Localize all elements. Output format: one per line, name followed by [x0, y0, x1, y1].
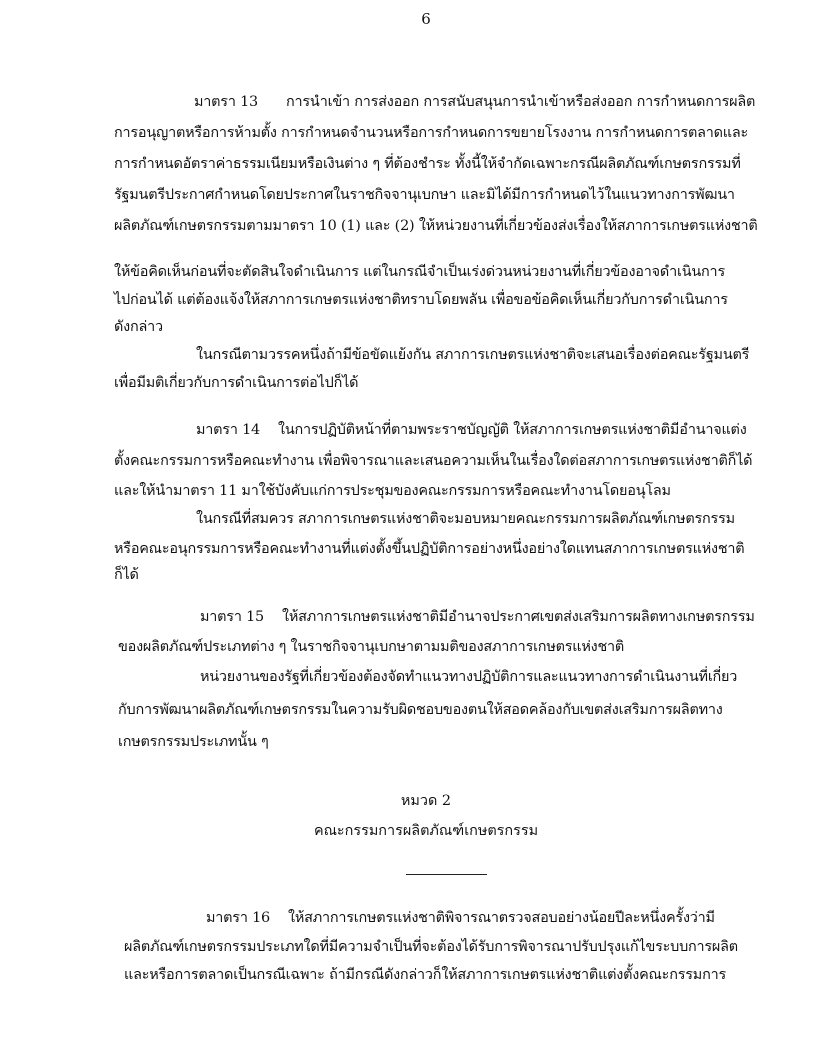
section-13-heading: มาตรา 13	[194, 94, 259, 110]
section-14-line-1: มาตรา 14 ในการปฏิบัติหน้าที่ตามพระราชบัญญัติ ให้สภาการเกษตรแห่งชาติมีอำนาจแต่ง	[196, 422, 747, 438]
section-13-para2-line-2: เพื่อมีมติเกี่ยวกับการดำเนินการต่อไปก็ได้	[114, 375, 359, 391]
section-14-line-3: และให้นำมาตรา 11 มาใช้บังคับแก่การประชุมของคณะกรรมการหรือคณะทำงานโดยอนุโลม	[114, 483, 671, 499]
section-15-para2-line-3: เกษตรกรรมประเภทนั้น ๆ	[118, 734, 269, 750]
section-15-heading: มาตรา 15	[200, 609, 265, 625]
section-14-heading: มาตรา 14	[196, 422, 261, 438]
section-15-line-2: ของผลิตภัณฑ์ประเภทต่าง ๆ ในราชกิจจานุเบกษาตามมติของสภาการเกษตรแห่งชาติ	[118, 639, 625, 655]
section-13-line-6: ให้ข้อคิดเห็นก่อนที่จะตัดสินใจดำเนินการ แต่ในกรณีจำเป็นเร่งด่วนหน่วยงานที่เกี่ยวข้องอาจดำเนินการ	[114, 264, 725, 280]
section-13-line-8: ดังกล่าว	[114, 319, 163, 335]
section-13-line-5: ผลิตภัณฑ์เกษตรกรรมตามมาตรา 10 (1) และ (2) ให้หน่วยงานที่เกี่ยวข้องส่งเรื่องให้สภาการเกษตรแห่งชาติ	[114, 218, 758, 234]
section-14-para2-line-2: หรือคณะอนุกรรมการหรือคณะทำงานที่แต่งตั้งขึ้นปฏิบัติการอย่างหนึ่งอย่างใดแทนสภาการเกษตรแห่งชาติ	[114, 541, 745, 557]
section-15-line-1: มาตรา 15 ให้สภาการเกษตรแห่งชาติมีอำนาจประกาศเขตส่งเสริมการผลิตทางเกษตรกรรม	[200, 609, 755, 625]
section-14-para2-line-1: ในกรณีที่สมควร สภาการเกษตรแห่งชาติจะมอบหมายคณะกรรมการผลิตภัณฑ์เกษตรกรรม	[196, 511, 735, 527]
section-16-line-3: และหรือการตลาดเป็นกรณีเฉพาะ ถ้ามีกรณีดังกล่าวก็ให้สภาการเกษตรแห่งชาติแต่งตั้งคณะกรรมการ	[124, 967, 726, 983]
section-15-para2-line-2: กับการพัฒนาผลิตภัณฑ์เกษตรกรรมในความรับผิดชอบของตนให้สอดคล้องกับเขตส่งเสริมการผลิตทาง	[118, 702, 723, 718]
section-13-line-3: การกำหนดอัตราค่าธรรมเนียมหรือเงินต่าง ๆ ที่ต้องชำระ ทั้งนี้ให้จำกัดเฉพาะกรณีผลิตภัณฑ์เกษตรกรรมที่	[114, 156, 741, 172]
section-14-line-2: ตั้งคณะกรรมการหรือคณะทำงาน เพื่อพิจารณาและเสนอความเห็นในเรื่องใดต่อสภาการเกษตรแห่งชาติก็ได้	[114, 453, 753, 469]
chapter-number: หมวด 2	[400, 793, 452, 809]
section-16-line-2: ผลิตภัณฑ์เกษตรกรรมประเภทใดที่มีความจำเป็นที่จะต้องได้รับการพิจารณาปรับปรุงแก้ไขระบบการผลิต	[124, 939, 738, 955]
section-15-para2-line-1: หน่วยงานของรัฐที่เกี่ยวข้องต้องจัดทำแนวทางปฏิบัติการและแนวทางการดำเนินงานที่เกี่ยว	[200, 669, 738, 685]
section-16-line-1: มาตรา 16 ให้สภาการเกษตรแห่งชาติพิจารณาตรวจสอบอย่างน้อยปีละหนึ่งครั้งว่ามี	[206, 910, 715, 926]
page-number: 6	[421, 10, 431, 28]
chapter-title: คณะกรรมการผลิตภัณฑ์เกษตรกรรม	[313, 823, 539, 839]
section-13-line-4: รัฐมนตรีประกาศกำหนดโดยประกาศในราชกิจจานุเบกษา และมิได้มีการกำหนดไว้ในแนวทางการพัฒนา	[114, 187, 735, 203]
section-13-para2-line-1: ในกรณีตามวรรคหนึ่งถ้ามีข้อขัดแย้งกัน สภาการเกษตรแห่งชาติจะเสนอเรื่องต่อคณะรัฐมนตรี	[196, 347, 750, 363]
section-13-line-2: การอนุญาตหรือการห้ามตั้ง การกำหนดจำนวนหรือการกำหนดการขยายโรงงาน การกำหนดการตลาดและ	[114, 125, 749, 141]
section-13-line-7: ไปก่อนได้ แต่ต้องแจ้งให้สภาการเกษตรแห่งชาติทราบโดยพลัน เพื่อขอข้อคิดเห็นเกี่ยวกับการดำเนินการ	[114, 292, 728, 308]
chapter-divider	[406, 874, 487, 875]
section-16-heading: มาตรา 16	[206, 910, 271, 926]
section-14-para2-line-3: ก็ได้	[114, 567, 139, 583]
section-13-line-1: มาตรา 13 การนำเข้า การส่งออก การสนับสนุนการนำเข้าหรือส่งออก การกำหนดการผลิต	[194, 94, 756, 110]
